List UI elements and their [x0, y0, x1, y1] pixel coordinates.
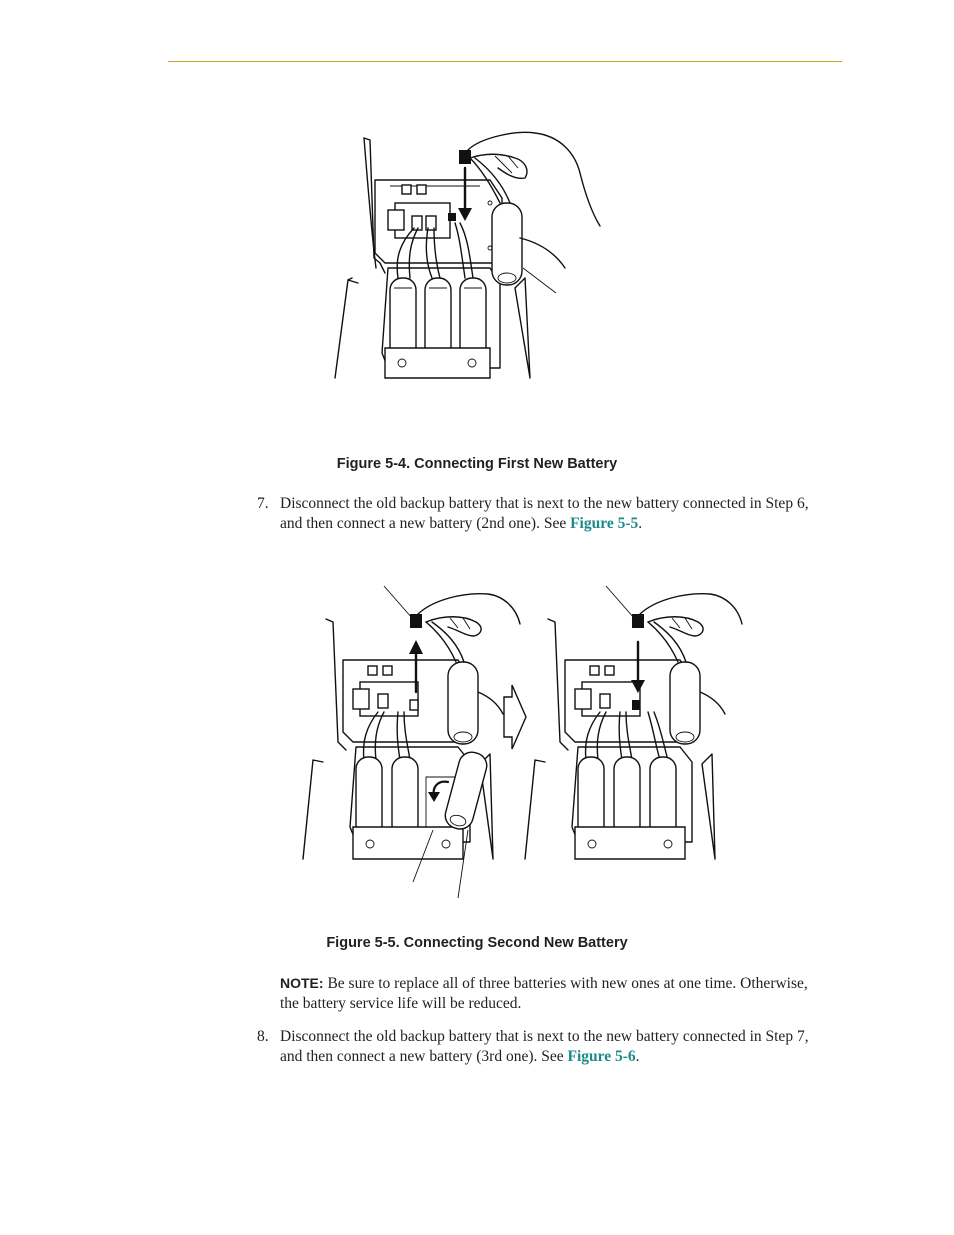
step-8-text: Disconnect the old backup battery that is next to the new battery connected in Step 7, and then connect a new battery (3rd one). See Figure 5-6. [280, 1028, 809, 1065]
figure-5-5-right-panel [525, 586, 742, 859]
note [280, 974, 830, 1013]
figure-5-5-illustration [298, 582, 748, 900]
transition-arrow-icon [504, 685, 526, 749]
figure-5-4-caption: Figure 5-4. Connecting First New Battery [336, 456, 618, 472]
figure-5-5-left-panel [303, 586, 520, 898]
figure-5-5-caption: Figure 5-5. Connecting Second New Battery [326, 935, 628, 951]
step-7 [257, 494, 827, 533]
header-rule [168, 61, 842, 62]
step-7-text: Disconnect the old backup battery that is next to the new battery connected in Step 6, and then connect a new battery (2nd one). See Figure 5-5. [280, 495, 809, 532]
step-8-number: 8. [257, 1028, 269, 1045]
figure-5-4-illustration [330, 128, 610, 383]
note-label: NOTE: [280, 975, 324, 991]
figure-5-5-link[interactable]: Figure 5-5 [570, 514, 639, 532]
step-7-number: 7. [257, 495, 269, 512]
figure-5-6-link[interactable]: Figure 5-6 [567, 1047, 636, 1065]
step-8 [257, 1027, 827, 1066]
note-text: Be sure to replace all of three batteries with new ones at one time. Otherwise, the battery service life will be reduced. [280, 975, 808, 1012]
